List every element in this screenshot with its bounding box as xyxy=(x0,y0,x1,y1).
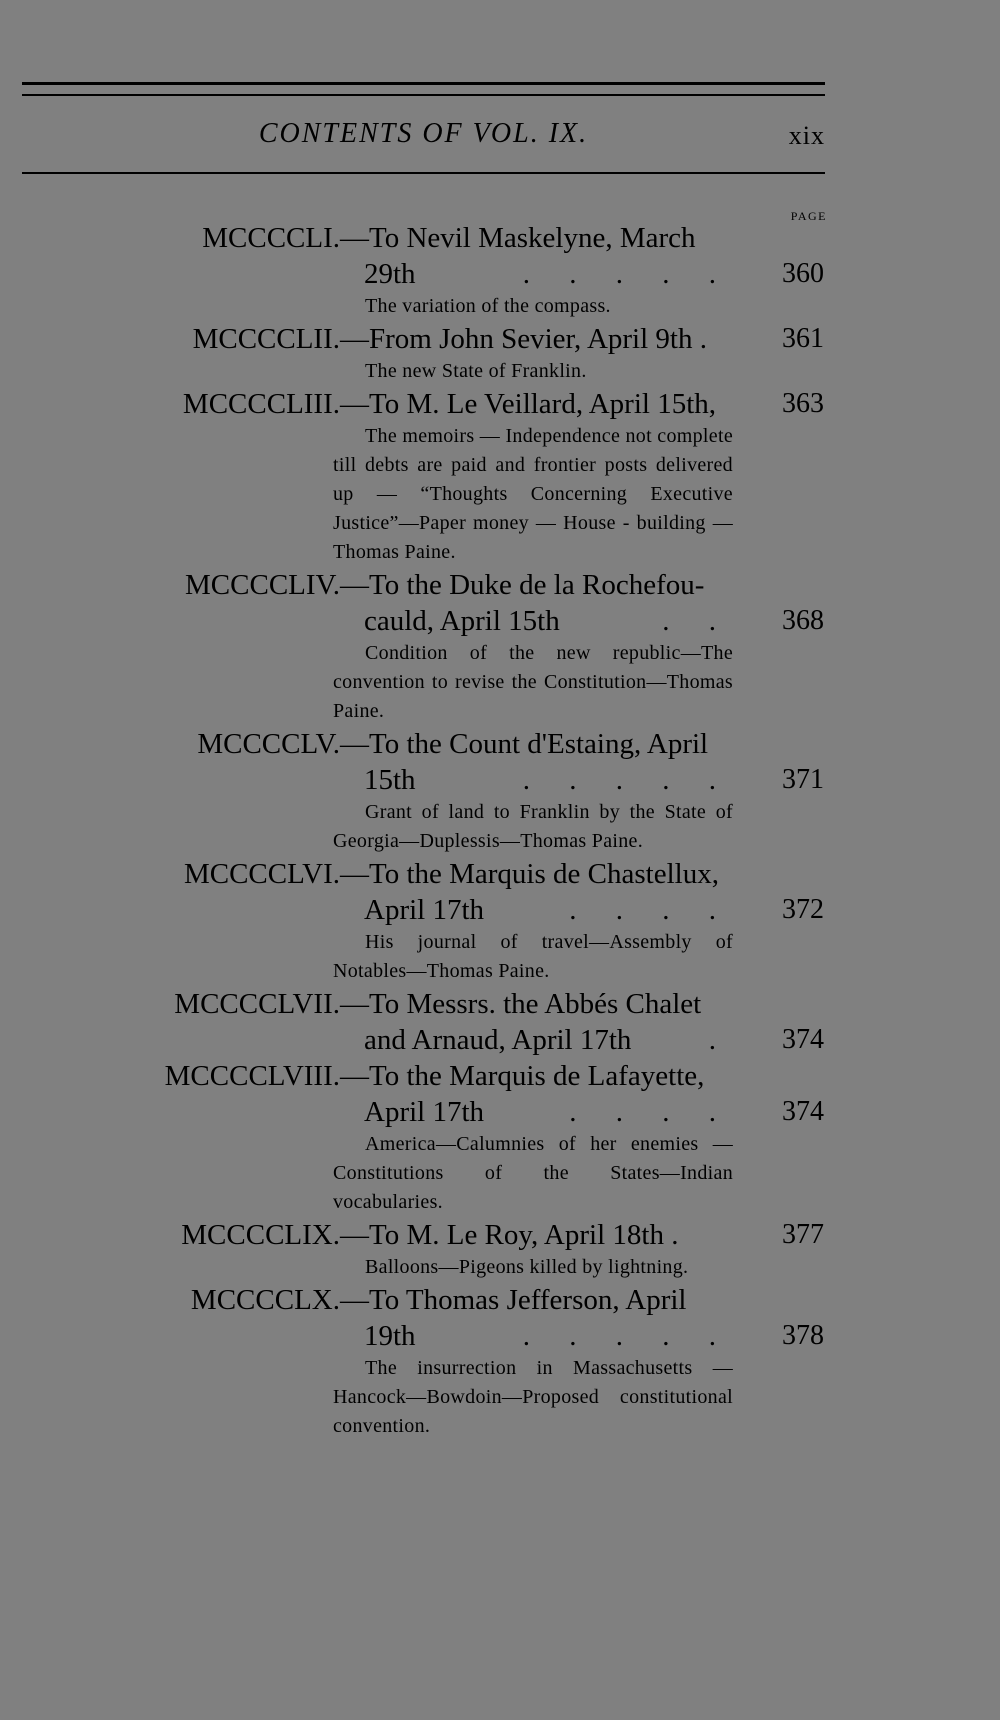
header-double-rule xyxy=(22,94,825,96)
letter-numeral: MCCCCLIII. xyxy=(182,388,340,420)
letter-numeral: MCCCCLII. xyxy=(192,323,340,355)
letter-summary: The memoirs — Independence not complete till debts are paid and frontier posts delivered up — “Thoughts Concerning Executive Justice”—Paper money — House - building — Thomas Paine. xyxy=(333,425,733,563)
letter-numeral: MCCCCLV. xyxy=(197,728,340,760)
letter-numeral: MCCCCLI. xyxy=(202,222,340,254)
toc-entry-continuation-line xyxy=(0,603,1000,639)
leader-dots: . . xyxy=(662,605,732,637)
toc-entry-title-line xyxy=(0,567,1000,603)
toc-entry xyxy=(0,1058,1000,1217)
letter-title-continuation: 15th xyxy=(364,764,416,796)
letter-numeral: MCCCCLVIII. xyxy=(164,1060,340,1092)
page-number: 378 xyxy=(782,1320,824,1351)
page-number: 371 xyxy=(782,764,824,795)
toc-entry-continuation-line xyxy=(0,256,1000,292)
toc-entry-title-line xyxy=(0,1058,1000,1094)
letter-title-continuation: April 17th xyxy=(364,1096,485,1128)
toc-entry-title-line xyxy=(0,726,1000,762)
letter-summary: The insurrection in Massachusetts —Hancock—Bowdoin—Proposed constitutional convention. xyxy=(333,1357,733,1437)
leader-dots: . . . . xyxy=(569,1096,732,1128)
page-number: 363 xyxy=(782,388,824,419)
toc-entry-title-line xyxy=(0,986,1000,1022)
page-number: 368 xyxy=(782,605,824,636)
letter-summary: America—Calumnies of her enemies —Constitutions of the States—Indian vocabularies. xyxy=(333,1133,733,1213)
letter-title-continuation: April 17th xyxy=(364,894,485,926)
letter-numeral: MCCCCLIX. xyxy=(181,1219,340,1251)
letter-title: —To the Marquis de Lafayette, xyxy=(340,1060,705,1092)
letter-numeral: MCCCCLIV. xyxy=(185,569,340,601)
toc-entry-title-line xyxy=(0,856,1000,892)
toc-entry xyxy=(0,567,1000,726)
letter-numeral: MCCCCLX. xyxy=(190,1284,340,1316)
letter-title-continuation: and Arnaud, April 17th xyxy=(364,1024,632,1056)
toc-entry xyxy=(0,220,1000,321)
leader-dots: . xyxy=(708,1024,732,1056)
page-number: 361 xyxy=(782,323,824,354)
leader-dots: . . . . . xyxy=(522,258,732,290)
toc-entry-continuation-line xyxy=(0,1094,1000,1130)
leader-dots: . . . . xyxy=(569,894,732,926)
toc-entry-continuation-line xyxy=(0,1022,1000,1058)
letter-title: —To Nevil Maskelyne, March xyxy=(340,222,696,254)
page-number: 374 xyxy=(782,1024,824,1055)
table-of-contents xyxy=(0,220,1000,1441)
letter-summary: His journal of travel—Assembly of Notables—Thomas Paine. xyxy=(333,931,733,982)
toc-entry-title-line xyxy=(0,220,1000,256)
running-head-title: CONTENTS OF VOL. IX. xyxy=(258,118,589,149)
letter-title: —To Thomas Jefferson, April xyxy=(340,1284,687,1316)
letter-title-continuation: cauld, April 15th xyxy=(364,605,560,637)
toc-entry-title-line xyxy=(0,1217,1000,1253)
letter-title: —To the Count d'Estaing, April xyxy=(340,728,709,760)
page-number: 374 xyxy=(782,1096,824,1127)
toc-entry xyxy=(0,856,1000,986)
toc-entry-title-line xyxy=(0,386,1000,422)
letter-title: —To the Marquis de Chastellux, xyxy=(340,858,719,890)
letter-title: —To Messrs. the Abbés Chalet xyxy=(340,988,702,1020)
header-top-rule xyxy=(22,82,825,85)
letter-title-continuation: 19th xyxy=(364,1320,416,1352)
toc-entry-continuation-line xyxy=(0,762,1000,798)
header-bottom-rule xyxy=(22,172,825,174)
leader-dots: . . . . . xyxy=(522,764,732,796)
toc-entry-title-line xyxy=(0,321,1000,357)
page-number: 372 xyxy=(782,894,824,925)
letter-summary: The variation of the compass. xyxy=(365,295,611,317)
letter-title-continuation: 29th xyxy=(364,258,416,290)
toc-entry xyxy=(0,986,1000,1058)
toc-entry-continuation-line xyxy=(0,892,1000,928)
toc-entry xyxy=(0,726,1000,856)
letter-title: —To M. Le Veillard, April 15th, xyxy=(340,388,717,420)
toc-entry-title-line xyxy=(0,1282,1000,1318)
letter-summary: Condition of the new republic—The convention to revise the Constitution—Thomas Paine. xyxy=(333,642,733,722)
letter-summary: Balloons—Pigeons killed by lightning. xyxy=(365,1256,689,1278)
letter-numeral: MCCCCLVII. xyxy=(174,988,340,1020)
toc-entry xyxy=(0,386,1000,567)
letter-title: —To M. Le Roy, April 18th . xyxy=(340,1219,679,1251)
page-column-label: PAGE xyxy=(790,209,827,223)
toc-entry xyxy=(0,1217,1000,1282)
running-head-page-number: xix xyxy=(788,121,825,150)
toc-entry xyxy=(0,1282,1000,1441)
letter-summary: The new State of Franklin. xyxy=(365,360,587,382)
letter-numeral: MCCCCLVI. xyxy=(183,858,340,890)
page-number: 377 xyxy=(782,1219,824,1250)
leader-dots: . . . . . xyxy=(522,1320,732,1352)
toc-entry xyxy=(0,321,1000,386)
page-number: 360 xyxy=(782,258,824,289)
letter-summary: Grant of land to Franklin by the State of Georgia—Duplessis—Thomas Paine. xyxy=(333,801,733,852)
toc-entry-continuation-line xyxy=(0,1318,1000,1354)
letter-title: —From John Sevier, April 9th . xyxy=(340,323,707,355)
letter-title: —To the Duke de la Rochefou- xyxy=(340,569,705,601)
